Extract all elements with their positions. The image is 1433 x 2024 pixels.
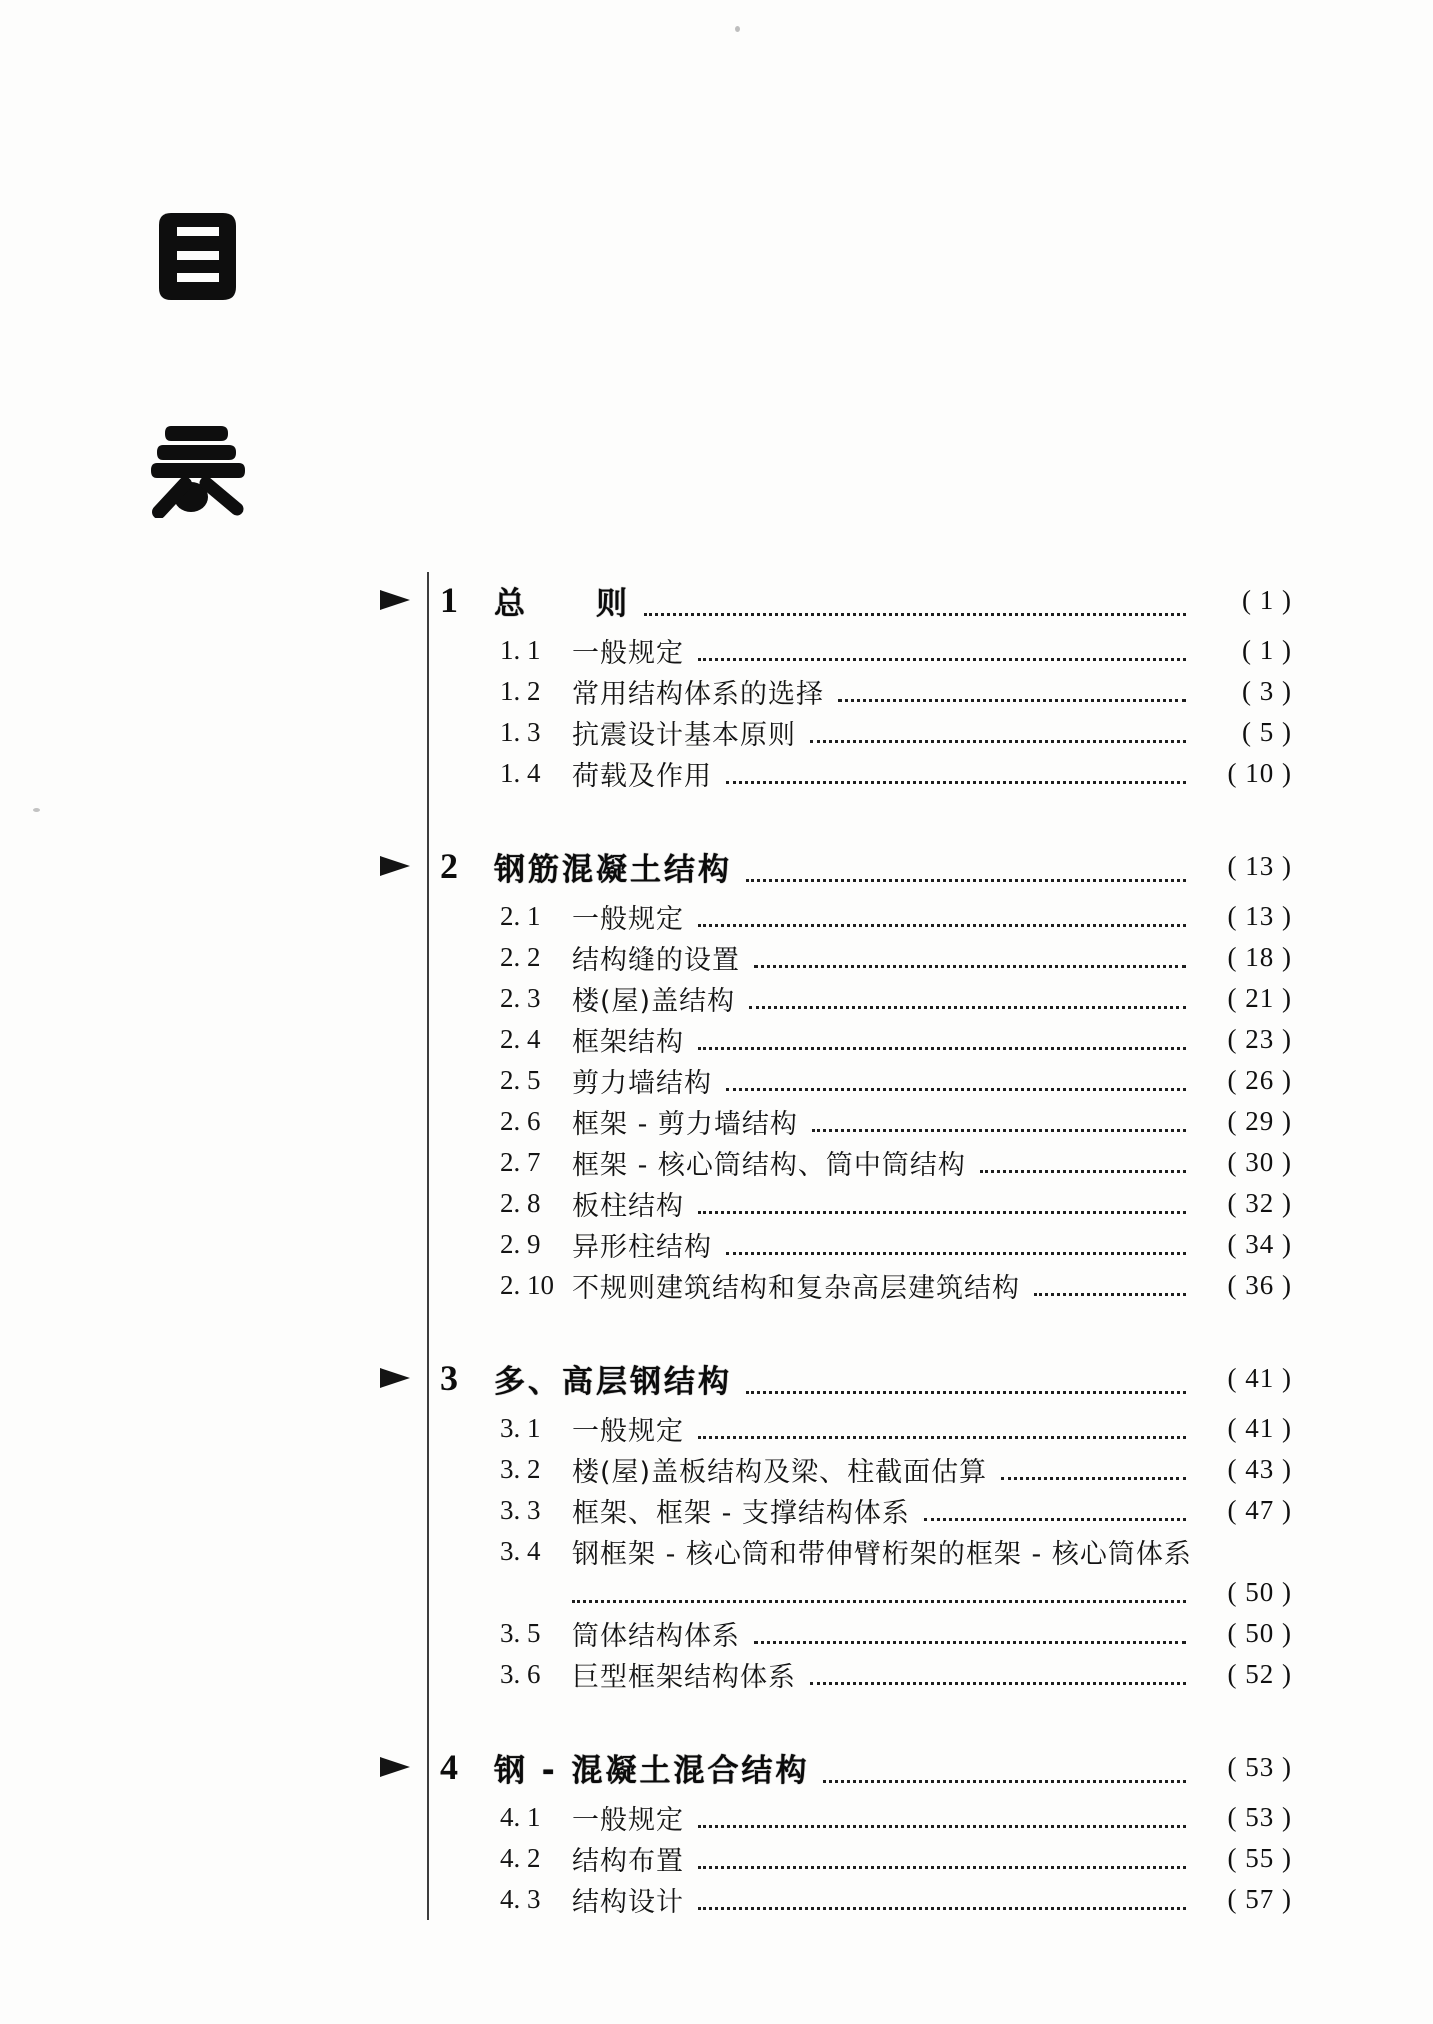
section-row [432, 630, 1292, 671]
chapter-title: 多、高层钢结构 [494, 1363, 732, 1400]
section-row [432, 1019, 1292, 1060]
dot-leader [924, 1518, 1186, 1521]
section-page-number: ( 18 ) [1227, 942, 1292, 972]
section-number: 3. 6 [500, 1659, 541, 1689]
section-title: 一般规定 [572, 904, 684, 935]
mu-glyph-icon [158, 212, 237, 301]
scan-speck [33, 808, 40, 812]
section-row [432, 1101, 1292, 1142]
toc-chapter-block [378, 840, 1292, 1306]
dot-leader [823, 1780, 1186, 1783]
chapter-number: 1 [440, 580, 458, 620]
section-page-number: ( 52 ) [1227, 1659, 1292, 1689]
section-page-number: ( 55 ) [1227, 1843, 1292, 1873]
section-title: 抗震设计基本原则 [572, 720, 796, 751]
dot-leader [810, 740, 1186, 743]
dot-leader [698, 1866, 1186, 1869]
chapter-page-number: ( 1 ) [1242, 584, 1292, 615]
section-number: 2. 5 [500, 1065, 541, 1095]
section-number: 4. 2 [500, 1843, 541, 1873]
toc-chapter-block [378, 1352, 1292, 1695]
section-row [432, 1265, 1292, 1306]
section-row [432, 1142, 1292, 1183]
section-page-number: ( 36 ) [1227, 1270, 1292, 1300]
chapter-number: 3 [440, 1358, 458, 1398]
section-page-number: ( 47 ) [1227, 1495, 1292, 1525]
section-row [432, 1797, 1292, 1838]
chapter-arrow-icon [380, 856, 410, 876]
chapter-title: 钢筋混凝土结构 [494, 851, 732, 888]
dot-leader [644, 613, 1186, 616]
section-number: 2. 6 [500, 1106, 541, 1136]
section-row [432, 937, 1292, 978]
toc-chapter-block [378, 574, 1292, 794]
section-number: 1. 2 [500, 676, 541, 706]
section-title: 结构缝的设置 [572, 945, 740, 976]
dot-leader [749, 1006, 1186, 1009]
chapter-row [432, 574, 1292, 626]
section-row [432, 1408, 1292, 1449]
chapter-arrow-icon [380, 590, 410, 610]
chapter-title: 总 则 [494, 585, 630, 622]
section-number: 3. 3 [500, 1495, 541, 1525]
section-title: 结构设计 [572, 1887, 684, 1918]
section-page-number: ( 5 ) [1242, 717, 1292, 747]
chapter-page-number: ( 41 ) [1227, 1362, 1292, 1393]
dot-leader [572, 1600, 1186, 1603]
section-number: 2. 2 [500, 942, 541, 972]
dot-leader [698, 1436, 1186, 1439]
section-row [432, 1613, 1292, 1654]
section-number: 1. 3 [500, 717, 541, 747]
dot-leader [838, 699, 1186, 702]
dot-leader [754, 965, 1186, 968]
section-title: 结构布置 [572, 1846, 684, 1877]
chapter-row [432, 1352, 1292, 1404]
section-title: 筒体结构体系 [572, 1621, 740, 1652]
section-title: 板柱结构 [572, 1191, 684, 1222]
section-row [432, 753, 1292, 794]
section-page-number: ( 21 ) [1227, 983, 1292, 1013]
section-title: 异形柱结构 [572, 1232, 712, 1263]
section-page-number: ( 1 ) [1242, 635, 1292, 665]
section-number: 2. 10 [500, 1270, 554, 1300]
section-number: 4. 1 [500, 1802, 541, 1832]
section-page-number: ( 10 ) [1227, 758, 1292, 788]
section-number: 1. 1 [500, 635, 541, 665]
section-page-number: ( 23 ) [1227, 1024, 1292, 1054]
dot-leader [1001, 1477, 1186, 1480]
section-row [432, 1879, 1292, 1920]
section-row [432, 671, 1292, 712]
dot-leader [726, 1088, 1186, 1091]
section-row [432, 1449, 1292, 1490]
section-row [432, 1224, 1292, 1265]
section-title: 框架、框架 - 支撑结构体系 [572, 1498, 910, 1529]
dot-leader [698, 658, 1186, 661]
dot-leader [746, 879, 1186, 882]
chapter-number: 4 [440, 1747, 458, 1787]
section-page-number: ( 41 ) [1227, 1413, 1292, 1443]
dot-leader [726, 1252, 1186, 1255]
dot-leader [1034, 1293, 1186, 1296]
section-number: 2. 9 [500, 1229, 541, 1259]
chapter-number: 2 [440, 846, 458, 886]
section-row [432, 896, 1292, 937]
dot-leader [698, 1907, 1186, 1910]
chapter-sections [378, 630, 1292, 794]
section-title: 钢框架 - 核心筒和带伸臂桁架的框架 - 核心筒体系 [572, 1539, 1192, 1570]
section-page-number: ( 50 ) [1227, 1577, 1292, 1607]
section-number: 2. 3 [500, 983, 541, 1013]
dot-leader [726, 781, 1186, 784]
chapter-sections [378, 1797, 1292, 1920]
dot-leader [698, 1211, 1186, 1214]
section-title: 框架 - 剪力墙结构 [572, 1109, 798, 1140]
section-row [432, 712, 1292, 753]
dot-leader [754, 1641, 1186, 1644]
section-title: 剪力墙结构 [572, 1068, 712, 1099]
section-title: 楼(屋)盖板结构及梁、柱截面估算 [572, 1457, 988, 1488]
chapter-page-number: ( 53 ) [1227, 1751, 1292, 1782]
chapter-row [432, 1741, 1292, 1793]
dot-leader [698, 924, 1186, 927]
section-number: 4. 3 [500, 1884, 541, 1914]
section-number: 3. 5 [500, 1618, 541, 1648]
section-title: 楼(屋)盖结构 [572, 986, 736, 1017]
dot-leader [812, 1129, 1186, 1132]
section-title: 框架 - 核心筒结构、筒中筒结构 [572, 1150, 966, 1181]
section-number: 1. 4 [500, 758, 541, 788]
section-row [432, 1183, 1292, 1224]
section-row [432, 978, 1292, 1019]
section-title: 巨型框架结构体系 [572, 1662, 796, 1693]
section-number: 2. 1 [500, 901, 541, 931]
section-title: 一般规定 [572, 1416, 684, 1447]
dot-leader [698, 1047, 1186, 1050]
lu-glyph-icon [151, 426, 245, 518]
section-row [432, 1490, 1292, 1531]
section-title: 常用结构体系的选择 [572, 679, 824, 710]
section-page-number: ( 30 ) [1227, 1147, 1292, 1177]
section-title: 框架结构 [572, 1027, 684, 1058]
section-page-number: ( 13 ) [1227, 901, 1292, 931]
section-page-number: ( 3 ) [1242, 676, 1292, 706]
title-char-mu [158, 212, 237, 305]
section-number: 2. 4 [500, 1024, 541, 1054]
section-row [432, 1654, 1292, 1695]
section-title: 一般规定 [572, 638, 684, 669]
section-title: 不规则建筑结构和复杂高层建筑结构 [572, 1273, 1020, 1304]
chapter-title: 钢 - 混凝土混合结构 [494, 1752, 810, 1789]
scan-speck [735, 26, 740, 32]
chapter-sections [378, 896, 1292, 1306]
chapter-row [432, 840, 1292, 892]
dot-leader [810, 1682, 1186, 1685]
section-row [432, 1060, 1292, 1101]
toc-list [378, 574, 1292, 1920]
dot-leader [746, 1391, 1186, 1394]
section-number: 2. 8 [500, 1188, 541, 1218]
section-page-number: ( 34 ) [1227, 1229, 1292, 1259]
chapter-arrow-icon [380, 1757, 410, 1777]
section-number: 2. 7 [500, 1147, 541, 1177]
section-row [432, 1838, 1292, 1879]
section-page-number: ( 26 ) [1227, 1065, 1292, 1095]
section-page-number: ( 53 ) [1227, 1802, 1292, 1832]
section-row [432, 1531, 1292, 1572]
section-page-number: ( 57 ) [1227, 1884, 1292, 1914]
section-page-number: ( 43 ) [1227, 1454, 1292, 1484]
toc-chapter-block [378, 1741, 1292, 1920]
section-page-number: ( 32 ) [1227, 1188, 1292, 1218]
section-page-number: ( 29 ) [1227, 1106, 1292, 1136]
chapter-arrow-icon [380, 1368, 410, 1388]
section-page-number: ( 50 ) [1227, 1618, 1292, 1648]
section-number: 3. 2 [500, 1454, 541, 1484]
title-char-lu [151, 426, 245, 522]
dot-leader [698, 1825, 1186, 1828]
section-title: 一般规定 [572, 1805, 684, 1836]
section-title: 荷载及作用 [572, 761, 712, 792]
section-continuation-row [432, 1572, 1292, 1613]
section-number: 3. 4 [500, 1536, 541, 1566]
chapter-sections [378, 1408, 1292, 1695]
dot-leader [980, 1170, 1186, 1173]
chapter-page-number: ( 13 ) [1227, 850, 1292, 881]
section-number: 3. 1 [500, 1413, 541, 1443]
